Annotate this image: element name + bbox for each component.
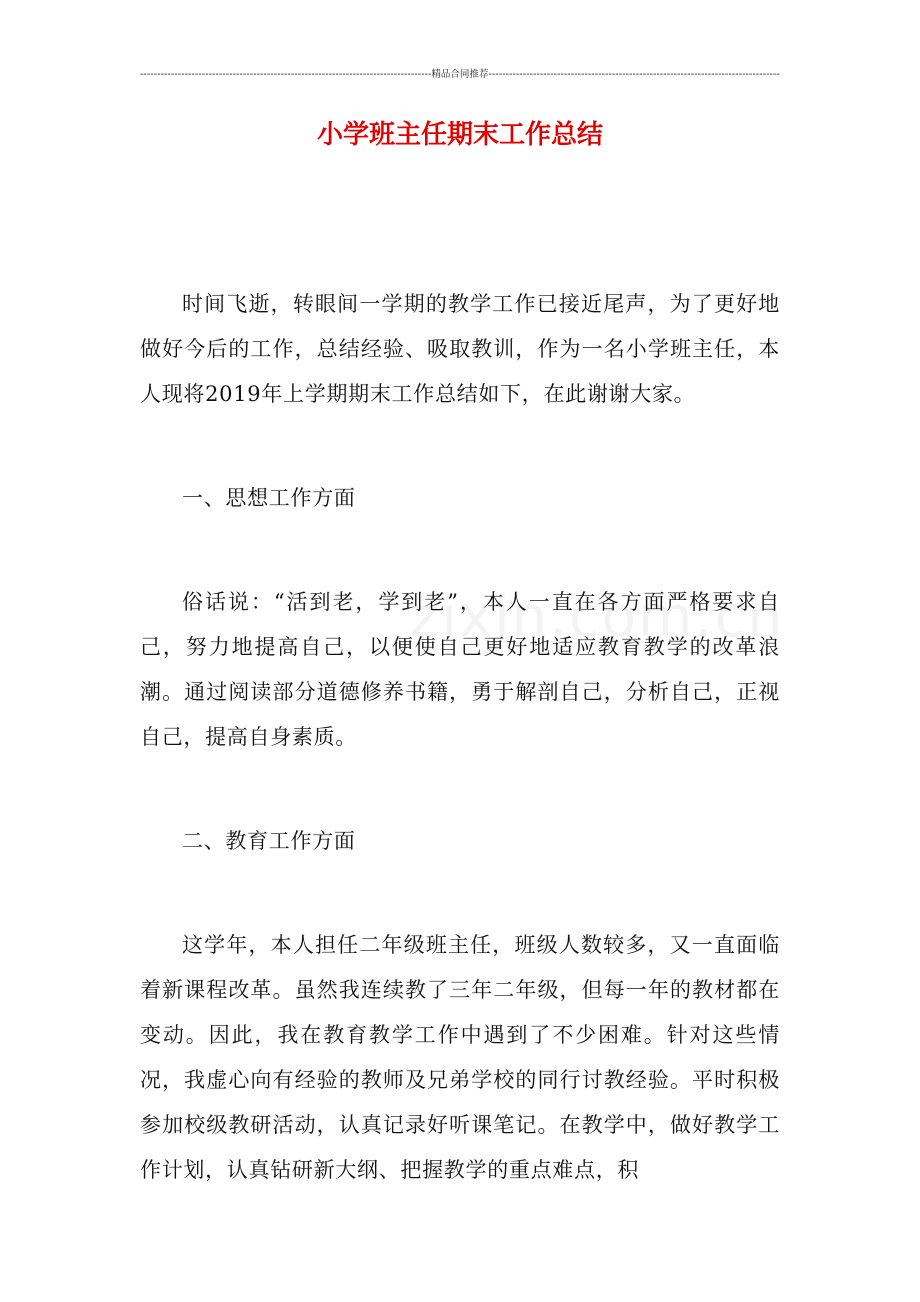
paragraph-intro: 时间飞逝，转眼间一学期的教学工作已接近尾声，为了更好地做好今后的工作，总结经验、吸取教训，作为一名小学班主任，本人现将2019年上学期期末工作总结如下，在此谢谢大家。: [140, 292, 780, 406]
page-header: [140, 66, 780, 84]
document-title: 小学班主任期末工作总结: [316, 120, 603, 150]
header-label: 精品合同推荐: [431, 69, 489, 80]
document-body: [140, 282, 780, 1193]
paragraph-education: 这学年，本人担任二年级班主任，班级人数较多，又一直面临着新课程改革。虽然我连续教了三年二年级，但每一年的教材都在变动。因此，我在教育教学工作中遇到了不少困难。针对这些情况，我虚心向有经验的教师及兄弟学校的同行讨教经验。平时积极参加校级教研活动，认真记录好听课笔记。在教学中，做好教学工作计划，认真钻研新大纲、把握教学的重点难点，积: [140, 933, 780, 1182]
section-heading-thought: 一、思想工作方面: [182, 486, 356, 510]
section-heading-education: 二、教育工作方面: [182, 829, 356, 853]
paragraph-thought: 俗话说：“活到老，学到老”，本人一直在各方面严格要求自己，努力地提高自己，以便使自己更好地适应教育教学的改革浪潮。通过阅读部分道德修养书籍，勇于解剖自己，分析自己，正视自己，提高自身素质。: [140, 590, 780, 749]
header-dashes-left: -------------------------------------------------------------------------------------: [140, 69, 432, 80]
header-dashes-right: -------------------------------------------------------------------------------------: [488, 69, 780, 80]
